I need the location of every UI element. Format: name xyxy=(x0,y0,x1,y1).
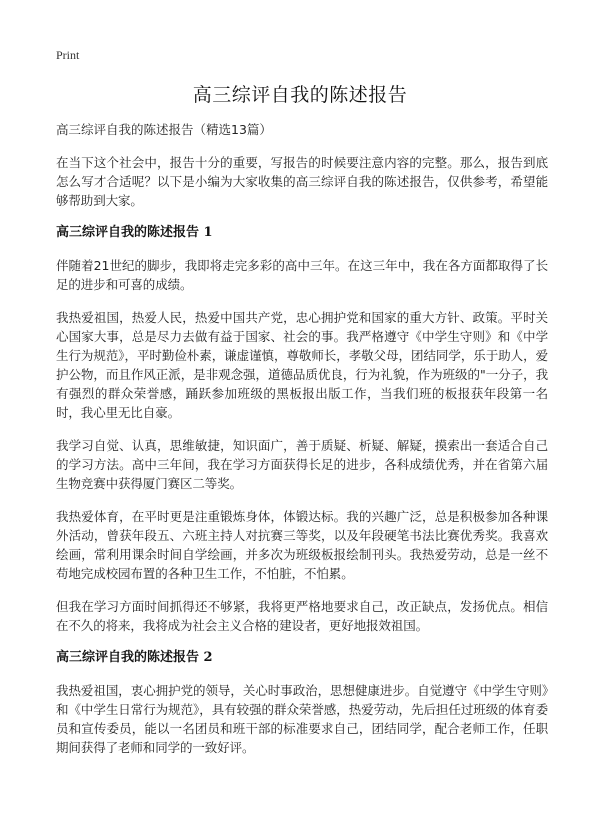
paragraph: 我热爱祖国，衷心拥护党的领导，关心时事政治，思想健康进步。自觉遵守《中学生守则》和《中学生日常行为规范》，具有较强的群众荣誉感，热爱劳动，先后担任过班级的体育委员和宣传委员，能以一名团员和班干部的标准要求自己，团结同学，配合老师工作，任职期间获得了老师和同学的一致好评。 xyxy=(56,683,548,755)
paragraph: 我学习自觉、认真，思维敏捷，知识面广，善于质疑、析疑、解疑，摸索出一套适合自己的学习方法。高中三年间，我在学习方面获得长足的进步，各科成绩优秀，并在省第六届生物竞赛中获得厦门赛区二等奖。 xyxy=(56,438,548,491)
document-subtitle: 高三综评自我的陈述报告（精选13篇） xyxy=(56,122,272,137)
paragraph: 但我在学习方面时间抓得还不够紧，我将更严格地要求自己，改正缺点，发扬优点。相信在不久的将来，我将成为社会主义合格的建设者，更好地报效祖国。 xyxy=(56,599,548,633)
paragraph: 伴随着21世纪的脚步，我即将走完多彩的高中三年。在这三年中，我在各方面都取得了长足的进步和可喜的成绩。 xyxy=(56,258,548,292)
paragraph: 我热爱祖国，热爱人民，热爱中国共产党，忠心拥护党和国家的重大方针、政策。平时关心国家大事，总是尽力去做有益于国家、社会的事。我严格遵守《中学生守则》和《中学生行为规范》，平时勤俭朴素，谦虚谨慎，尊敬师长，孝敬父母，团结同学，乐于助人，爱护公物，而且作风正派，是非观念强，道德品质优良，行为礼貌，作为班级的"一分子，我有强烈的群众荣誉感，踊跃参加班级的黑板报出版工作，当我们班的板报获年段第一名时，我心里无比自豪。 xyxy=(56,310,548,420)
document-body xyxy=(56,121,548,771)
section-heading: 高三综评自我的陈述报告 1 xyxy=(56,225,213,240)
section-heading: 高三综评自我的陈述报告 2 xyxy=(56,650,213,665)
print-link[interactable]: Print xyxy=(56,48,80,62)
intro-paragraph: 在当下这个社会中，报告十分的重要，写报告的时候要注意内容的完整。那么，报告到底怎么写才合适呢？以下是小编为大家收集的高三综评自我的陈述报告，仅供参考，希望能够帮助到大家。 xyxy=(56,155,548,208)
paragraph: 我热爱体育，在平时更是注重锻炼身体，体锻达标。我的兴趣广泛，总是积极参加各种课外活动，曾获年段五、六班主持人对抗赛三等奖，以及年段硬笔书法比赛优秀奖。我喜欢绘画，常利用课余时间自学绘画，并多次为班级板报绘制刊头。我热爱劳动，总是一丝不苟地完成校园布置的各种卫生工作，不怕脏，不怕累。 xyxy=(56,509,548,581)
document-title: 高三综评自我的陈述报告 xyxy=(192,84,408,106)
